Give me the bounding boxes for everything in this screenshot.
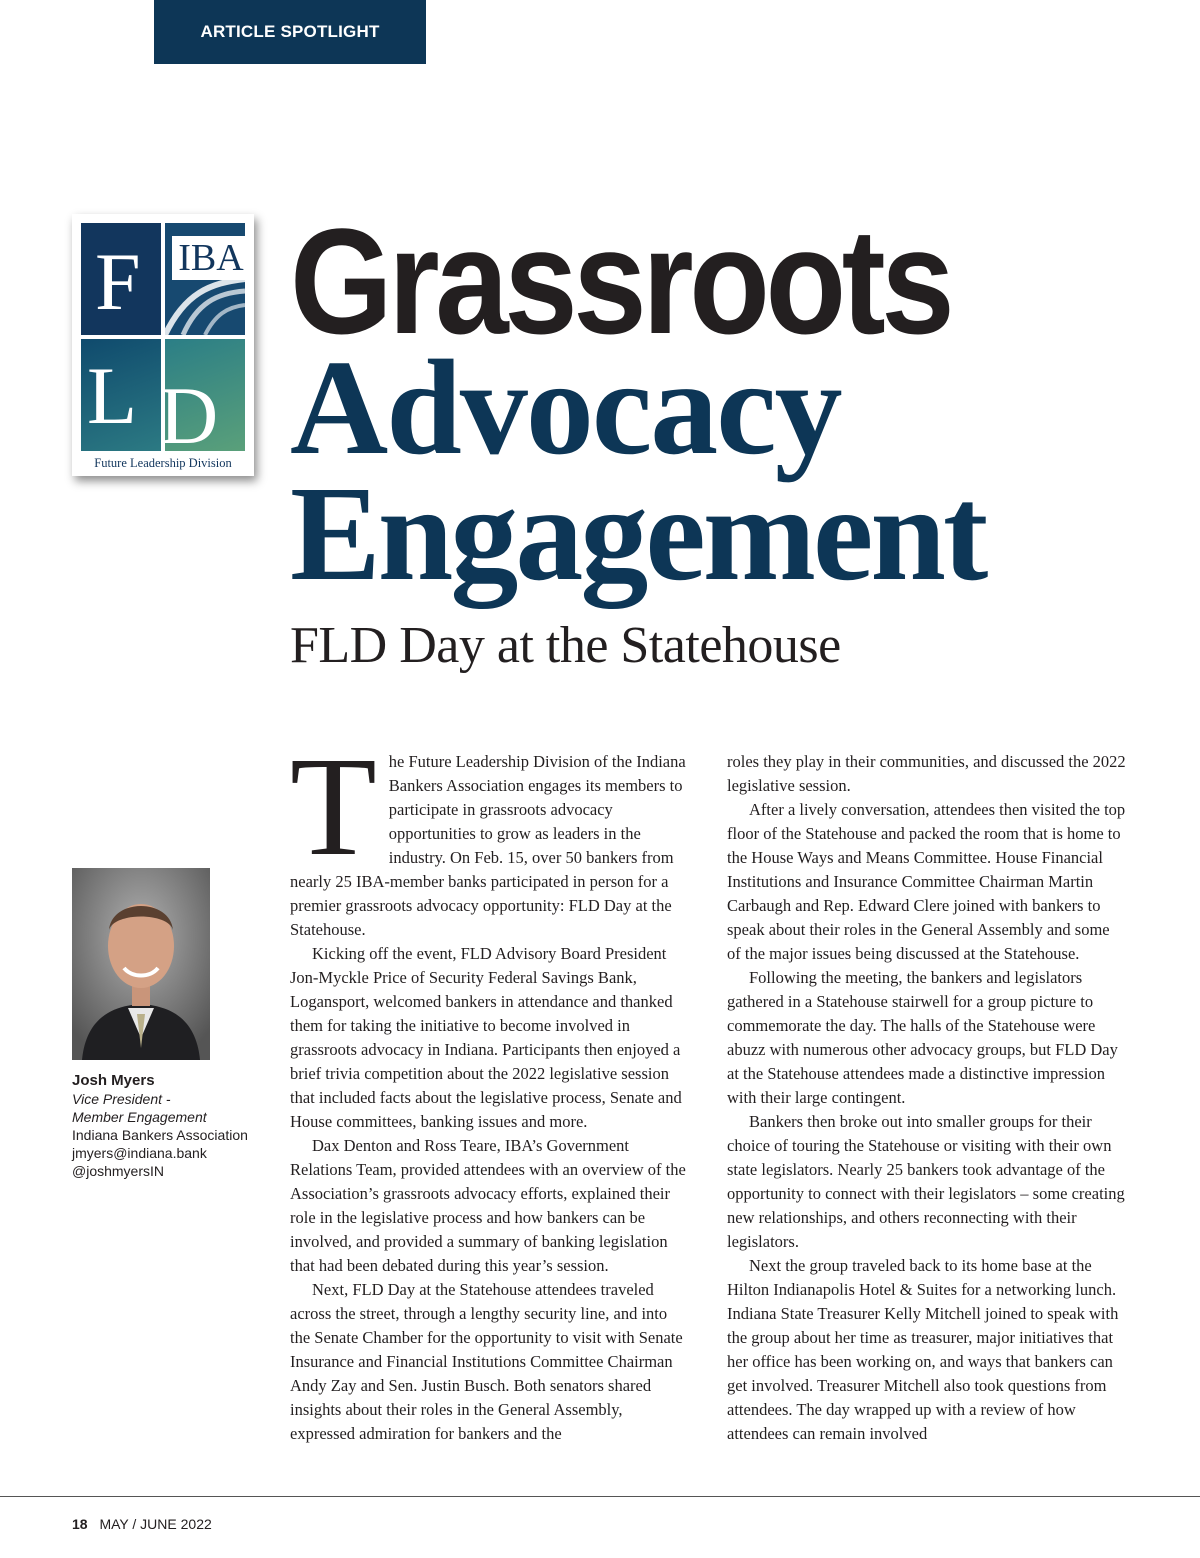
- author-name: Josh Myers: [72, 1072, 155, 1089]
- article-paragraph: Next, FLD Day at the Statehouse attendees traveled across the street, through a lengthy security line, and into the Senate Chamber for the opportunity to visit with Senate Insurance and Financial Institutions Committee Chairman Andy Zay and Sen. Justin Busch. Both senators shared insights about their roles in the General Assembly, expressed admiration for bankers and the: [290, 1280, 683, 1443]
- author-title-line-2: Member Engagement: [72, 1109, 207, 1125]
- headline-line-1: Grassroots: [290, 197, 951, 365]
- logo-quadrant-f: [81, 223, 161, 335]
- headline-line-2: Advocacy: [290, 333, 841, 483]
- author-photo: [72, 868, 210, 1060]
- logo-quadrant-d: [159, 339, 245, 461]
- article-paragraph: Kicking off the event, FLD Advisory Board President Jon-Myckle Price of Security Federal Savings Bank, Logansport, welcomed bankers in attendance and thanked them for taking the initiative to become involved in grassroots advocacy in Indiana. Participants then enjoyed a brief trivia competition about the 2022 legislative session that included facts about the legislative process, Senate and House committees, banking issues and more.: [290, 944, 682, 1131]
- article-paragraph: Dax Denton and Ross Teare, IBA’s Government Relations Team, provided attendees with an overview of the Association’s grassroots advocacy efforts, explained their role in the legislative process and how bankers can be involved, and provided a summary of banking legislation that had been debated during this year’s session.: [290, 1136, 686, 1275]
- author-bio: [72, 1072, 272, 1180]
- fld-logo: [72, 214, 254, 476]
- logo-letter-f: F: [95, 236, 141, 327]
- headline-line-3: Engagement: [290, 459, 986, 609]
- article-paragraph: After a lively conversation, attendees then visited the top floor of the Statehouse and packed the room that is home to the House Ways and Means Committee. House Financial Institutions and Insurance Committee Chairman Martin Carbaugh and Rep. Edward Clere joined with bankers to speak about their roles in the General Assembly and some of the major issues being discussed at the Statehouse.: [727, 800, 1126, 963]
- section-label: ARTICLE SPOTLIGHT: [154, 0, 426, 64]
- article-paragraph: roles they play in their communities, and discussed the 2022 legislative session.: [727, 752, 1126, 795]
- page-number: 18: [72, 1516, 88, 1532]
- issue-date: MAY / JUNE 2022: [99, 1516, 212, 1532]
- article-column-1: [290, 727, 690, 1446]
- author-email[interactable]: jmyers@indiana.bank: [72, 1145, 207, 1161]
- article-paragraph: Following the meeting, the bankers and legislators gathered in a Statehouse stairwell for a group picture to commemorate the day. The halls of the Statehouse were abuzz with numerous other advocacy groups, but FLD Day at the Statehouse attendees made a distinctive impression with their large contingent.: [727, 968, 1118, 1107]
- page-footer: [72, 1516, 212, 1532]
- article-paragraph: Bankers then broke out into smaller groups for their choice of touring the Statehouse or visiting with their own state legislators. Nearly 25 bankers took advantage of the opportunity to connect with their legislators – some creating new relationships, and others reconnecting with their legislators.: [727, 1112, 1125, 1251]
- author-title-line-1: Vice President -: [72, 1091, 171, 1107]
- logo-letter-l: L: [87, 350, 138, 441]
- drop-cap: T: [290, 727, 377, 885]
- article-paragraph: he Future Leadership Division of the Indiana Bankers Association engages its members to participate in grassroots advocacy opportunities to grow as leaders in the industry. On Feb. 15, over 50 bankers from nearly 25 IBA-member banks participated in person for a premier grassroots advocacy opportunity: FLD Day at the Statehouse.: [290, 752, 686, 939]
- logo-caption: Future Leadership Division: [94, 456, 232, 470]
- headline-subtitle: FLD Day at the Statehouse: [290, 617, 841, 674]
- logo-iba-text: IBA: [172, 236, 250, 280]
- author-organization: Indiana Bankers Association: [72, 1127, 248, 1143]
- logo-quadrant-l: [81, 339, 161, 451]
- article-column-2: [727, 750, 1127, 1446]
- author-social-handle[interactable]: @joshmyersIN: [72, 1163, 165, 1179]
- logo-letter-d: D: [159, 370, 219, 461]
- article-paragraph: Next the group traveled back to its home base at the Hilton Indianapolis Hotel & Suites for a networking lunch. Indiana State Treasurer Kelly Mitchell joined to speak with the group about her time as treasurer, major initiatives that her office has been working on, and ways that bankers can get involved. Treasurer Mitchell also took questions from attendees. The day wrapped up with a review of how attendees can remain involved: [727, 1256, 1119, 1443]
- footer-divider: [0, 1496, 1200, 1497]
